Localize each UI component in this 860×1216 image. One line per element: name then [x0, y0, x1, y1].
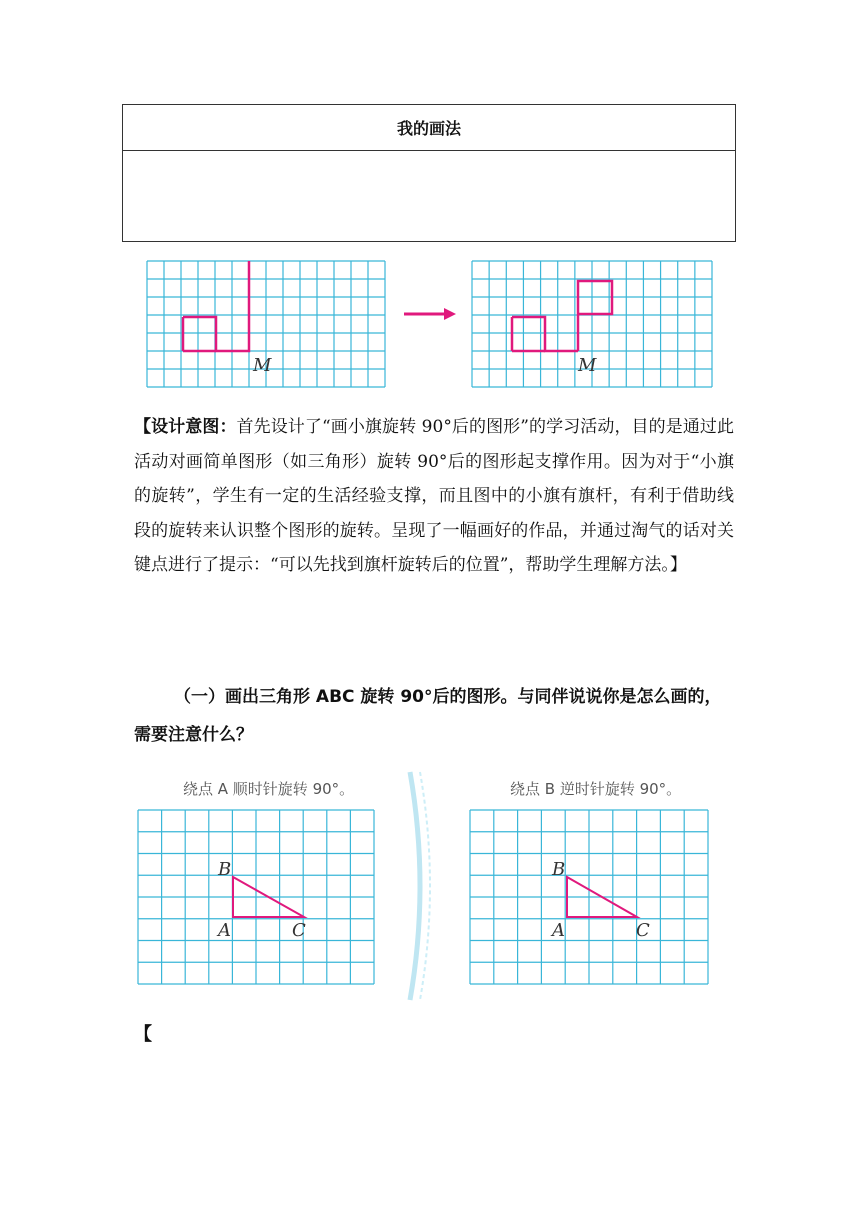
flag-shape-before [183, 261, 249, 351]
curved-divider [400, 770, 440, 1002]
drawing-method-table [122, 104, 736, 242]
label-a-right: A [552, 920, 565, 941]
flag-shape-before-copy [512, 317, 578, 351]
point-m-label-2: M [578, 355, 597, 376]
flag-shape-rotated [578, 281, 612, 351]
label-c-left: C [292, 920, 306, 941]
triangle-grid-left [138, 810, 376, 986]
flag-grid-after [472, 261, 714, 389]
design-intent-paragraph [134, 410, 734, 583]
design-intent-label: 【设计意图： [134, 417, 237, 437]
left-grid-caption: 绕点 A 顺时针旋转 90°。 [183, 780, 355, 798]
closing-bracket: 【 [134, 1024, 152, 1045]
point-m-label: M [253, 355, 272, 376]
label-b-left: B [218, 859, 232, 880]
design-intent-text: 首先设计了“画小旗旋转 90°后的图形”的学习活动，目的是通过此活动对画简单图形（如三角形）旋转 90°后的图形起支撑作用。因为对于“小旗的旋转”，学生有一定的生活经验支撑，而且图中的小旗有旗杆，有利于借助线段的旋转来认识整个图形的旋转。呈现了一幅画好的作品，并通过淘气的话对关键点进行了提示：“可以先找到旗杆旋转后的位置”，帮助学生理解方法。】 [134, 417, 734, 575]
flag-grid-before [147, 261, 387, 389]
triangle-grid-right [470, 810, 710, 986]
label-b-right: B [552, 859, 566, 880]
right-arrow-icon [402, 306, 458, 322]
task-instruction: （一）画出三角形 ABC 旋转 90°后的图形。与同伴说说你是怎么画的，需要注意什么？ [134, 687, 722, 745]
right-grid-caption: 绕点 B 逆时针旋转 90°。 [510, 780, 682, 798]
label-c-right: C [636, 920, 650, 941]
label-a-left: A [218, 920, 231, 941]
table-header: 我的画法 [123, 105, 735, 151]
